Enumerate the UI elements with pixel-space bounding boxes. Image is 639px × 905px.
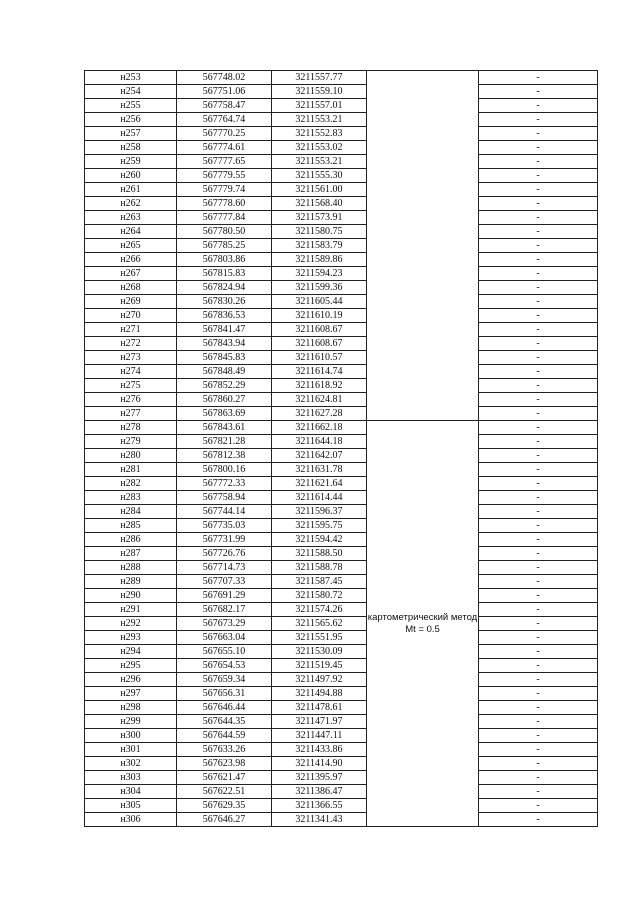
table-row xyxy=(85,85,598,99)
y-coordinate-cell: 3211610.19 xyxy=(272,309,367,323)
y-coordinate-cell: 3211553.21 xyxy=(272,155,367,169)
y-coordinate-cell: 3211552.83 xyxy=(272,127,367,141)
note-cell: - xyxy=(479,407,598,421)
table-row xyxy=(85,449,598,463)
table-row xyxy=(85,617,598,631)
table-row xyxy=(85,673,598,687)
point-name-cell: н256 xyxy=(85,113,177,127)
coordinates-table xyxy=(84,70,598,827)
point-name-cell: н270 xyxy=(85,309,177,323)
x-coordinate-cell: 567654.53 xyxy=(177,659,272,673)
x-coordinate-cell: 567751.06 xyxy=(177,85,272,99)
x-coordinate-cell: 567744.14 xyxy=(177,505,272,519)
note-cell: - xyxy=(479,379,598,393)
table-row xyxy=(85,533,598,547)
table-row xyxy=(85,715,598,729)
y-coordinate-cell: 3211587.45 xyxy=(272,575,367,589)
point-name-cell: н291 xyxy=(85,603,177,617)
y-coordinate-cell: 3211366.55 xyxy=(272,799,367,813)
y-coordinate-cell: 3211596.37 xyxy=(272,505,367,519)
note-cell: - xyxy=(479,449,598,463)
point-name-cell: н289 xyxy=(85,575,177,589)
point-name-cell: н262 xyxy=(85,197,177,211)
point-name-cell: н299 xyxy=(85,715,177,729)
note-cell: - xyxy=(479,323,598,337)
x-coordinate-cell: 567845.83 xyxy=(177,351,272,365)
point-name-cell: н293 xyxy=(85,631,177,645)
y-coordinate-cell: 3211605.44 xyxy=(272,295,367,309)
note-cell: - xyxy=(479,729,598,743)
note-cell: - xyxy=(479,365,598,379)
note-cell: - xyxy=(479,85,598,99)
note-cell: - xyxy=(479,519,598,533)
x-coordinate-cell: 567821.28 xyxy=(177,435,272,449)
point-name-cell: н296 xyxy=(85,673,177,687)
point-name-cell: н274 xyxy=(85,365,177,379)
x-coordinate-cell: 567655.10 xyxy=(177,645,272,659)
x-coordinate-cell: 567815.83 xyxy=(177,267,272,281)
table-row xyxy=(85,155,598,169)
note-cell: - xyxy=(479,99,598,113)
table-row xyxy=(85,407,598,421)
point-name-cell: н278 xyxy=(85,421,177,435)
note-cell: - xyxy=(479,253,598,267)
table-row xyxy=(85,659,598,673)
point-name-cell: н298 xyxy=(85,701,177,715)
y-coordinate-cell: 3211580.75 xyxy=(272,225,367,239)
point-name-cell: н292 xyxy=(85,617,177,631)
note-cell: - xyxy=(479,141,598,155)
x-coordinate-cell: 567663.04 xyxy=(177,631,272,645)
point-name-cell: н276 xyxy=(85,393,177,407)
table-row xyxy=(85,519,598,533)
method-cell-empty xyxy=(367,71,479,421)
note-cell: - xyxy=(479,225,598,239)
point-name-cell: н275 xyxy=(85,379,177,393)
x-coordinate-cell: 567656.31 xyxy=(177,687,272,701)
note-cell: - xyxy=(479,491,598,505)
note-cell: - xyxy=(479,799,598,813)
note-cell: - xyxy=(479,631,598,645)
point-name-cell: н277 xyxy=(85,407,177,421)
note-cell: - xyxy=(479,267,598,281)
x-coordinate-cell: 567758.47 xyxy=(177,99,272,113)
y-coordinate-cell: 3211568.40 xyxy=(272,197,367,211)
x-coordinate-cell: 567772.33 xyxy=(177,477,272,491)
table-row xyxy=(85,701,598,715)
table-row xyxy=(85,281,598,295)
x-coordinate-cell: 567777.84 xyxy=(177,211,272,225)
note-cell: - xyxy=(479,561,598,575)
x-coordinate-cell: 567646.27 xyxy=(177,813,272,827)
table-row xyxy=(85,491,598,505)
y-coordinate-cell: 3211555.30 xyxy=(272,169,367,183)
y-coordinate-cell: 3211595.75 xyxy=(272,519,367,533)
point-name-cell: н260 xyxy=(85,169,177,183)
y-coordinate-cell: 3211588.50 xyxy=(272,547,367,561)
x-coordinate-cell: 567659.34 xyxy=(177,673,272,687)
note-cell: - xyxy=(479,617,598,631)
note-cell: - xyxy=(479,687,598,701)
table-row xyxy=(85,575,598,589)
point-name-cell: н261 xyxy=(85,183,177,197)
x-coordinate-cell: 567622.51 xyxy=(177,785,272,799)
note-cell: - xyxy=(479,463,598,477)
note-cell: - xyxy=(479,589,598,603)
table-row xyxy=(85,813,598,827)
x-coordinate-cell: 567803.86 xyxy=(177,253,272,267)
y-coordinate-cell: 3211557.01 xyxy=(272,99,367,113)
x-coordinate-cell: 567629.35 xyxy=(177,799,272,813)
x-coordinate-cell: 567812.38 xyxy=(177,449,272,463)
note-cell: - xyxy=(479,659,598,673)
y-coordinate-cell: 3211627.28 xyxy=(272,407,367,421)
note-cell: - xyxy=(479,547,598,561)
y-coordinate-cell: 3211497.92 xyxy=(272,673,367,687)
table-row xyxy=(85,729,598,743)
x-coordinate-cell: 567778.60 xyxy=(177,197,272,211)
table-row xyxy=(85,799,598,813)
y-coordinate-cell: 3211621.64 xyxy=(272,477,367,491)
table-row xyxy=(85,645,598,659)
table-row xyxy=(85,771,598,785)
note-cell: - xyxy=(479,743,598,757)
y-coordinate-cell: 3211386.47 xyxy=(272,785,367,799)
point-name-cell: н303 xyxy=(85,771,177,785)
x-coordinate-cell: 567673.29 xyxy=(177,617,272,631)
note-cell: - xyxy=(479,351,598,365)
note-cell: - xyxy=(479,211,598,225)
point-name-cell: н265 xyxy=(85,239,177,253)
x-coordinate-cell: 567785.25 xyxy=(177,239,272,253)
x-coordinate-cell: 567758.94 xyxy=(177,491,272,505)
table-row xyxy=(85,71,598,85)
y-coordinate-cell: 3211519.45 xyxy=(272,659,367,673)
y-coordinate-cell: 3211553.21 xyxy=(272,113,367,127)
x-coordinate-cell: 567830.26 xyxy=(177,295,272,309)
table-row xyxy=(85,309,598,323)
x-coordinate-cell: 567644.59 xyxy=(177,729,272,743)
table-row xyxy=(85,589,598,603)
y-coordinate-cell: 3211561.00 xyxy=(272,183,367,197)
coordinates-table-body xyxy=(85,71,598,827)
point-name-cell: н259 xyxy=(85,155,177,169)
x-coordinate-cell: 567848.49 xyxy=(177,365,272,379)
x-coordinate-cell: 567770.25 xyxy=(177,127,272,141)
x-coordinate-cell: 567860.27 xyxy=(177,393,272,407)
y-coordinate-cell: 3211447.11 xyxy=(272,729,367,743)
x-coordinate-cell: 567843.61 xyxy=(177,421,272,435)
point-name-cell: н254 xyxy=(85,85,177,99)
table-row xyxy=(85,113,598,127)
y-coordinate-cell: 3211574.26 xyxy=(272,603,367,617)
y-coordinate-cell: 3211589.86 xyxy=(272,253,367,267)
x-coordinate-cell: 567779.55 xyxy=(177,169,272,183)
x-coordinate-cell: 567774.61 xyxy=(177,141,272,155)
note-cell: - xyxy=(479,309,598,323)
point-name-cell: н282 xyxy=(85,477,177,491)
table-row xyxy=(85,785,598,799)
note-cell: - xyxy=(479,575,598,589)
note-cell: - xyxy=(479,477,598,491)
point-name-cell: н297 xyxy=(85,687,177,701)
note-cell: - xyxy=(479,785,598,799)
x-coordinate-cell: 567644.35 xyxy=(177,715,272,729)
note-cell: - xyxy=(479,183,598,197)
note-cell: - xyxy=(479,421,598,435)
y-coordinate-cell: 3211557.77 xyxy=(272,71,367,85)
note-cell: - xyxy=(479,113,598,127)
note-cell: - xyxy=(479,645,598,659)
table-row xyxy=(85,295,598,309)
table-row xyxy=(85,337,598,351)
point-name-cell: н290 xyxy=(85,589,177,603)
point-name-cell: н283 xyxy=(85,491,177,505)
table-row xyxy=(85,183,598,197)
note-cell: - xyxy=(479,533,598,547)
point-name-cell: н281 xyxy=(85,463,177,477)
x-coordinate-cell: 567841.47 xyxy=(177,323,272,337)
x-coordinate-cell: 567863.69 xyxy=(177,407,272,421)
point-name-cell: н271 xyxy=(85,323,177,337)
y-coordinate-cell: 3211530.09 xyxy=(272,645,367,659)
x-coordinate-cell: 567824.94 xyxy=(177,281,272,295)
point-name-cell: н301 xyxy=(85,743,177,757)
table-row xyxy=(85,393,598,407)
point-name-cell: н267 xyxy=(85,267,177,281)
note-cell: - xyxy=(479,337,598,351)
table-row xyxy=(85,743,598,757)
point-name-cell: н304 xyxy=(85,785,177,799)
y-coordinate-cell: 3211608.67 xyxy=(272,323,367,337)
table-row xyxy=(85,351,598,365)
note-cell: - xyxy=(479,197,598,211)
point-name-cell: н258 xyxy=(85,141,177,155)
point-name-cell: н263 xyxy=(85,211,177,225)
note-cell: - xyxy=(479,71,598,85)
y-coordinate-cell: 3211614.74 xyxy=(272,365,367,379)
x-coordinate-cell: 567731.99 xyxy=(177,533,272,547)
y-coordinate-cell: 3211618.92 xyxy=(272,379,367,393)
table-row xyxy=(85,253,598,267)
table-row xyxy=(85,379,598,393)
table-row xyxy=(85,141,598,155)
x-coordinate-cell: 567852.29 xyxy=(177,379,272,393)
table-row xyxy=(85,169,598,183)
x-coordinate-cell: 567748.02 xyxy=(177,71,272,85)
point-name-cell: н285 xyxy=(85,519,177,533)
note-cell: - xyxy=(479,169,598,183)
point-name-cell: н257 xyxy=(85,127,177,141)
table-row xyxy=(85,365,598,379)
note-cell: - xyxy=(479,295,598,309)
note-cell: - xyxy=(479,813,598,827)
point-name-cell: н272 xyxy=(85,337,177,351)
point-name-cell: н279 xyxy=(85,435,177,449)
x-coordinate-cell: 567633.26 xyxy=(177,743,272,757)
x-coordinate-cell: 567714.73 xyxy=(177,561,272,575)
y-coordinate-cell: 3211631.78 xyxy=(272,463,367,477)
x-coordinate-cell: 567646.44 xyxy=(177,701,272,715)
y-coordinate-cell: 3211642.07 xyxy=(272,449,367,463)
y-coordinate-cell: 3211553.02 xyxy=(272,141,367,155)
x-coordinate-cell: 567777.65 xyxy=(177,155,272,169)
table-row xyxy=(85,561,598,575)
y-coordinate-cell: 3211594.42 xyxy=(272,533,367,547)
table-row xyxy=(85,421,598,435)
note-cell: - xyxy=(479,435,598,449)
note-cell: - xyxy=(479,701,598,715)
point-name-cell: н253 xyxy=(85,71,177,85)
table-row xyxy=(85,435,598,449)
x-coordinate-cell: 567800.16 xyxy=(177,463,272,477)
point-name-cell: н288 xyxy=(85,561,177,575)
y-coordinate-cell: 3211624.81 xyxy=(272,393,367,407)
point-name-cell: н305 xyxy=(85,799,177,813)
y-coordinate-cell: 3211662.18 xyxy=(272,421,367,435)
note-cell: - xyxy=(479,771,598,785)
y-coordinate-cell: 3211395.97 xyxy=(272,771,367,785)
y-coordinate-cell: 3211471.97 xyxy=(272,715,367,729)
y-coordinate-cell: 3211644.18 xyxy=(272,435,367,449)
table-row xyxy=(85,757,598,771)
point-name-cell: н300 xyxy=(85,729,177,743)
y-coordinate-cell: 3211608.67 xyxy=(272,337,367,351)
x-coordinate-cell: 567779.74 xyxy=(177,183,272,197)
point-name-cell: н269 xyxy=(85,295,177,309)
x-coordinate-cell: 567623.98 xyxy=(177,757,272,771)
y-coordinate-cell: 3211594.23 xyxy=(272,267,367,281)
note-cell: - xyxy=(479,127,598,141)
y-coordinate-cell: 3211614.44 xyxy=(272,491,367,505)
table-row xyxy=(85,127,598,141)
x-coordinate-cell: 567843.94 xyxy=(177,337,272,351)
y-coordinate-cell: 3211433.86 xyxy=(272,743,367,757)
point-name-cell: н294 xyxy=(85,645,177,659)
x-coordinate-cell: 567836.53 xyxy=(177,309,272,323)
y-coordinate-cell: 3211341.43 xyxy=(272,813,367,827)
table-row xyxy=(85,631,598,645)
x-coordinate-cell: 567621.47 xyxy=(177,771,272,785)
y-coordinate-cell: 3211494.88 xyxy=(272,687,367,701)
y-coordinate-cell: 3211559.10 xyxy=(272,85,367,99)
y-coordinate-cell: 3211610.57 xyxy=(272,351,367,365)
table-row xyxy=(85,477,598,491)
table-row xyxy=(85,463,598,477)
note-cell: - xyxy=(479,757,598,771)
table-row xyxy=(85,239,598,253)
x-coordinate-cell: 567682.17 xyxy=(177,603,272,617)
x-coordinate-cell: 567780.50 xyxy=(177,225,272,239)
point-name-cell: н286 xyxy=(85,533,177,547)
table-row xyxy=(85,211,598,225)
note-cell: - xyxy=(479,505,598,519)
table-row xyxy=(85,323,598,337)
y-coordinate-cell: 3211580.72 xyxy=(272,589,367,603)
table-row xyxy=(85,687,598,701)
table-row xyxy=(85,99,598,113)
note-cell: - xyxy=(479,603,598,617)
x-coordinate-cell: 567735.03 xyxy=(177,519,272,533)
point-name-cell: н306 xyxy=(85,813,177,827)
point-name-cell: н302 xyxy=(85,757,177,771)
x-coordinate-cell: 567691.29 xyxy=(177,589,272,603)
y-coordinate-cell: 3211551.95 xyxy=(272,631,367,645)
note-cell: - xyxy=(479,673,598,687)
x-coordinate-cell: 567707.33 xyxy=(177,575,272,589)
x-coordinate-cell: 567726.76 xyxy=(177,547,272,561)
x-coordinate-cell: 567764.74 xyxy=(177,113,272,127)
note-cell: - xyxy=(479,393,598,407)
note-cell: - xyxy=(479,155,598,169)
method-note-cell: картометрический метод Mt = 0.5 xyxy=(367,421,479,827)
point-name-cell: н264 xyxy=(85,225,177,239)
point-name-cell: н255 xyxy=(85,99,177,113)
y-coordinate-cell: 3211573.91 xyxy=(272,211,367,225)
note-cell: - xyxy=(479,715,598,729)
note-cell: - xyxy=(479,281,598,295)
y-coordinate-cell: 3211583.79 xyxy=(272,239,367,253)
point-name-cell: н287 xyxy=(85,547,177,561)
point-name-cell: н273 xyxy=(85,351,177,365)
note-cell: - xyxy=(479,239,598,253)
table-row xyxy=(85,197,598,211)
y-coordinate-cell: 3211478.61 xyxy=(272,701,367,715)
point-name-cell: н295 xyxy=(85,659,177,673)
table-row xyxy=(85,505,598,519)
point-name-cell: н284 xyxy=(85,505,177,519)
point-name-cell: н268 xyxy=(85,281,177,295)
point-name-cell: н280 xyxy=(85,449,177,463)
table-row xyxy=(85,603,598,617)
table-row xyxy=(85,267,598,281)
point-name-cell: н266 xyxy=(85,253,177,267)
y-coordinate-cell: 3211565.62 xyxy=(272,617,367,631)
table-row xyxy=(85,225,598,239)
y-coordinate-cell: 3211588.78 xyxy=(272,561,367,575)
y-coordinate-cell: 3211414.90 xyxy=(272,757,367,771)
table-row xyxy=(85,547,598,561)
y-coordinate-cell: 3211599.36 xyxy=(272,281,367,295)
